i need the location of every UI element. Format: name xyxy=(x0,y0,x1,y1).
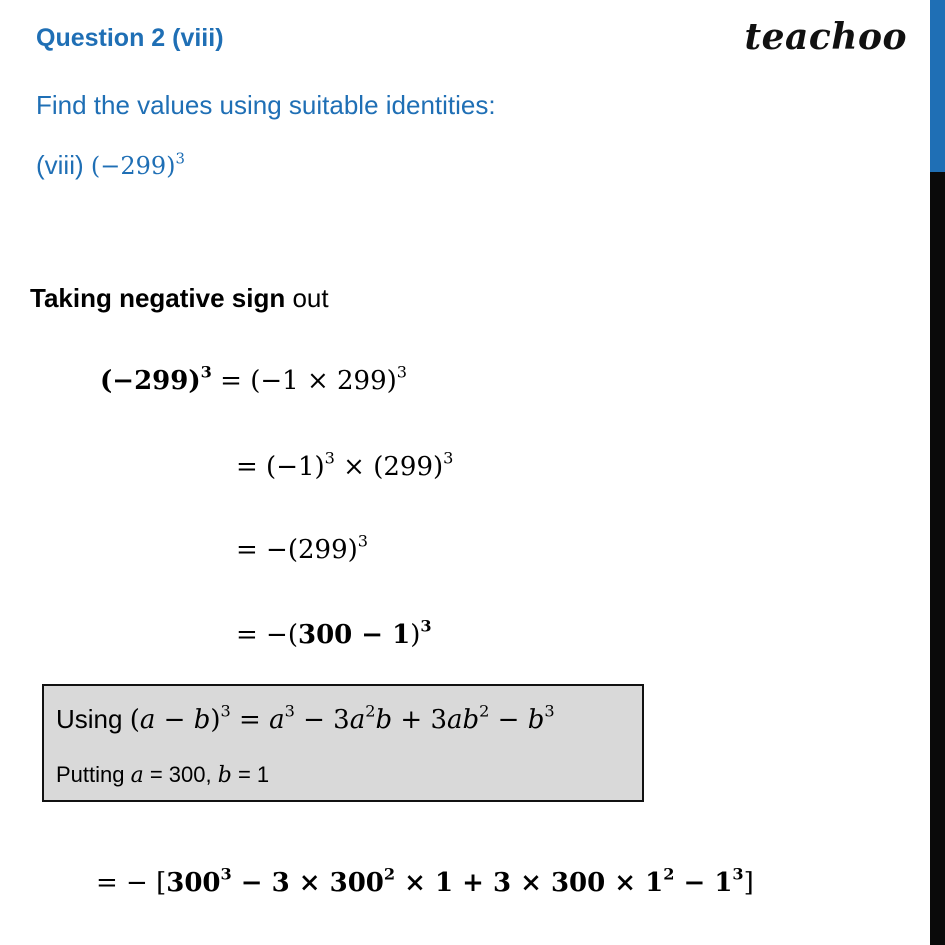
sidebar-dark-bar xyxy=(930,172,945,945)
question-text: Find the values using suitable identities: xyxy=(36,90,496,120)
question-expression: $(-299)^3$ xyxy=(90,149,186,180)
solution-line-4: = $-(300 - 1)^3$ xyxy=(236,616,432,650)
solution-line-1: $(-299)^3 = (-1 \times 299)^3$ xyxy=(100,362,408,396)
teachoo-logo: teachoo xyxy=(744,16,907,58)
identity-box xyxy=(42,684,644,802)
solution-line-2: = $(-1)^3 \times (299)^3$ xyxy=(236,448,454,482)
question-part xyxy=(36,150,185,181)
sidebar-accent-bar xyxy=(930,0,945,172)
question-title: Question 2 (viii) xyxy=(36,24,224,52)
identity-formula: Using $(a - b)^3 = a^3 - 3a^2b + 3ab^2 - b^3$ xyxy=(56,701,555,735)
question-part-label: (viii) xyxy=(36,150,84,180)
final-expansion: = − $[300^3 - 3 \times 300^2 \times 1 + 3 \times 300 \times 1^2 - 1^3]$ xyxy=(96,864,754,898)
step-label: Taking negative sign out xyxy=(30,283,329,313)
identity-substitution: Putting a = 300, b = 1 xyxy=(56,762,270,788)
solution-line-3: = $-(299)^3$ xyxy=(236,531,368,565)
